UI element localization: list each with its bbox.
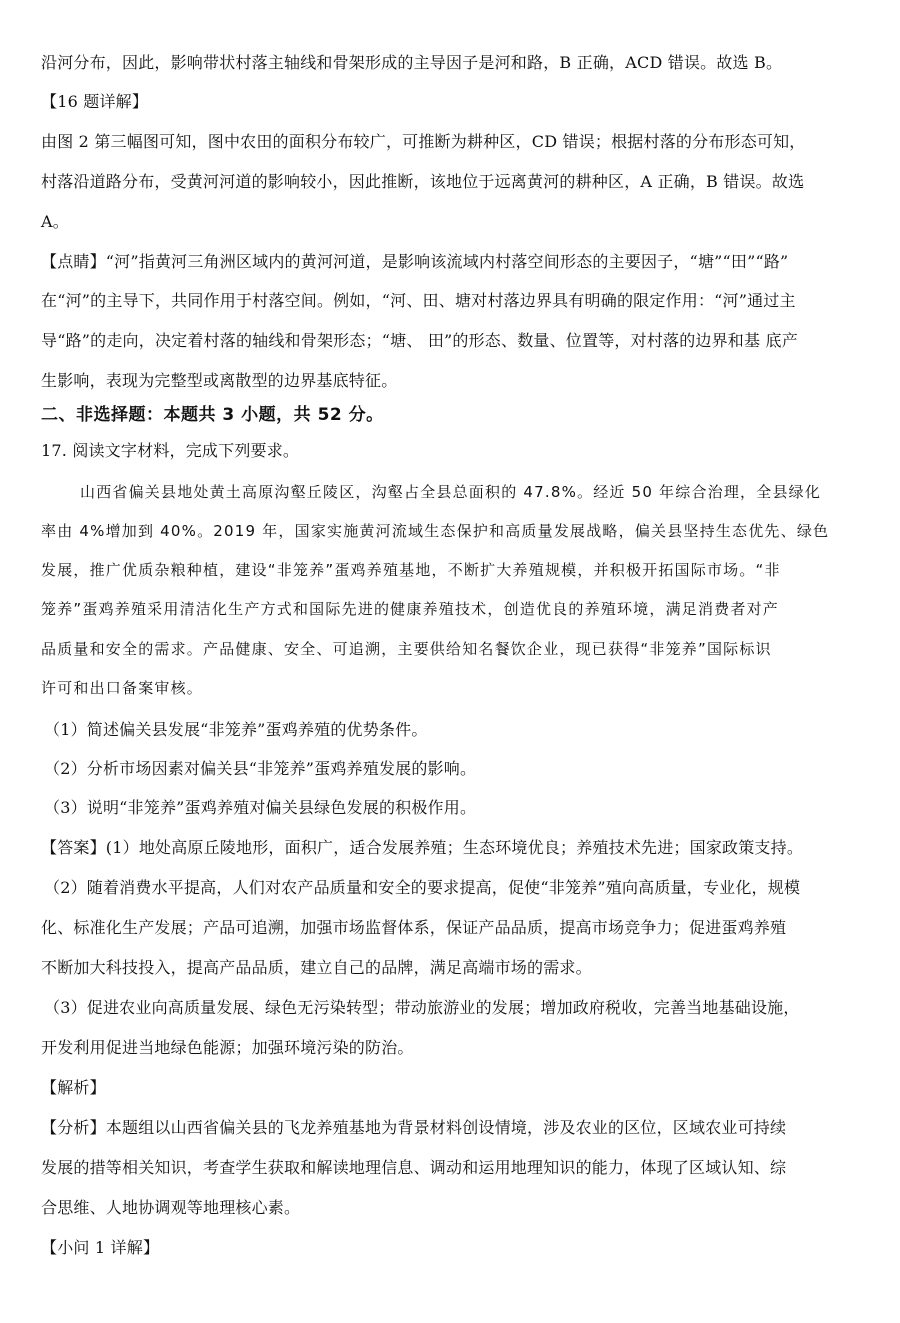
sub-question-3: （3）说明“非笼养”蛋鸡养殖对偏关县绿色发展的积极作用。 [44, 798, 477, 817]
passage-line: 许可和出口备案审核。 [41, 679, 204, 697]
passage-line: 笼养”蛋鸡养殖采用清洁化生产方式和国际先进的健康养殖技术，创造优良的养殖环境，满足消费者对产 [41, 600, 779, 618]
tip-line: 【点睛】“河”指黄河三角洲区域内的黄河河道，是影响该流域内村落空间形态的主要因子，“塘”“田”“路” [41, 252, 789, 271]
passage-line: 发展，推广优质杂粮种植，建设“非笼养”蛋鸡养殖基地，不断扩大养殖规模，并积极开拓国际市场。“非 [41, 561, 781, 579]
analysis-line: 发展的措等相关知识，考查学生获取和解读地理信息、调动和运用地理知识的能力，体现了区域认知、综 [41, 1158, 787, 1177]
text-line: A。 [41, 212, 69, 231]
answer-line: 不断加大科技投入，提高产品品质，建立自己的品牌，满足高端市场的需求。 [41, 958, 592, 977]
answer-line: （2）随着消费水平提高，人们对农产品质量和安全的要求提高，促使“非笼养”殖向高质量，专业化，规模 [44, 878, 801, 897]
analysis-heading: 【解析】 [41, 1078, 106, 1097]
tip-line: 导“路”的走向，决定着村落的轴线和骨架形态；“塘、 田”的形态、数量、位置等，对村落的边界和基 底产 [41, 331, 798, 350]
answer-line: 开发利用促进当地绿色能源；加强环境污染的防治。 [41, 1038, 414, 1057]
tip-line: 在“河”的主导下，共同作用于村落空间。例如，“河、田、塘对村落边界具有明确的限定作用：“河”通过主 [41, 291, 796, 310]
analysis-line: 合思维、人地协调观等地理核心素。 [41, 1198, 301, 1217]
section-title: 二、非选择题：本题共 3 小题，共 52 分。 [41, 405, 384, 425]
text-line: 由图 2 第三幅图可知，图中农田的面积分布较广，可推断为耕种区，CD 错误；根据村落的分布形态可知， [41, 132, 806, 151]
passage-line: 品质量和安全的需求。产品健康、安全、可追溯，主要供给知名餐饮企业，现已获得“非笼养”国际标识 [41, 640, 772, 658]
sub-question-1: （1）简述偏关县发展“非笼养”蛋鸡养殖的优势条件。 [44, 720, 428, 739]
sub-question-2: （2）分析市场因素对偏关县“非笼养”蛋鸡养殖发展的影响。 [44, 759, 477, 778]
question-stem: 17. 阅读文字材料，完成下列要求。 [41, 441, 300, 460]
text-line: 村落沿道路分布，受黄河河道的影响较小，因此推断，该地位于远离黄河的耕种区，A 正确，B 错误。故选 [41, 172, 805, 191]
text-line: 沿河分布，因此，影响带状村落主轴线和骨架形成的主导因子是河和路，B 正确，ACD 错误。故选 B。 [41, 53, 783, 72]
passage-line: 率由 4%增加到 40%。2019 年，国家实施黄河流域生态保护和高质量发展战略，偏关县坚持生态优先、绿色 [41, 522, 830, 540]
sub-answer-heading: 【小问 1 详解】 [41, 1238, 160, 1257]
answer-line: （3）促进农业向高质量发展、绿色无污染转型；带动旅游业的发展；增加政府税收，完善当地基础设施， [44, 998, 800, 1017]
passage-line: 山西省偏关县地处黄土高原沟壑丘陵区，沟壑占全县总面积的 47.8%。经近 50 年综合治理，全县绿化 [80, 483, 822, 501]
section-heading-q16: 【16 题详解】 [41, 92, 149, 111]
answer-line: 【答案】(1）地处高原丘陵地形，面积广，适合发展养殖；生态环境优良；养殖技术先进；国家政策支持。 [41, 838, 804, 857]
analysis-line: 【分析】本题组以山西省偏关县的飞龙养殖基地为背景材料创设情境，涉及农业的区位，区域农业可持续 [41, 1118, 787, 1137]
tip-line: 生影响，表现为完整型或离散型的边界基底特征。 [41, 371, 398, 390]
answer-line: 化、标准化生产发展；产品可追溯，加强市场监督体系，保证产品品质，提高市场竞争力；促进蛋鸡养殖 [41, 918, 787, 937]
